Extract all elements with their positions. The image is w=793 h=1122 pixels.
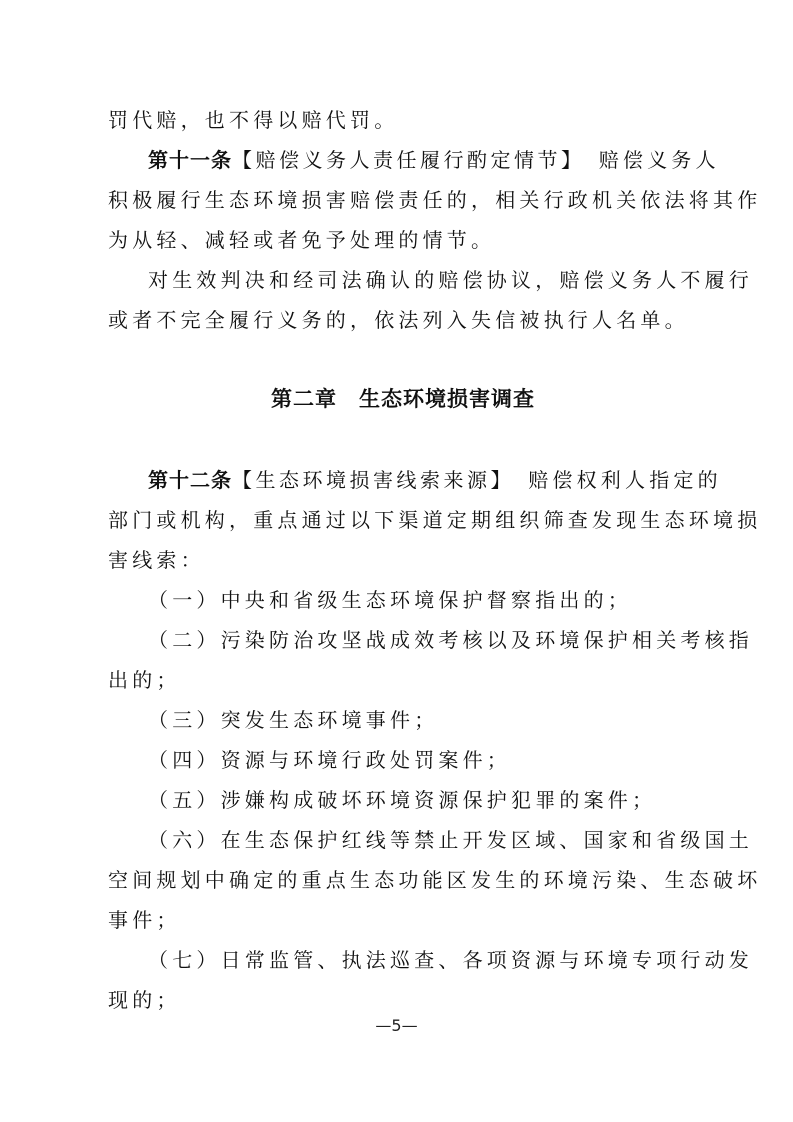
list-item: （一）中央和省级生态环境保护督察指出的；	[148, 588, 632, 612]
list-item-continuation: 事件；	[108, 908, 181, 932]
list-item: （二）污染防治攻坚战成效考核以及环境保护相关考核指	[148, 628, 753, 652]
article-number: 第十一条	[148, 148, 232, 172]
paragraph-line: 害线索：	[108, 548, 205, 572]
article-title: 【赔偿义务人责任履行酌定情节】	[232, 148, 575, 172]
paragraph-line: 或者不完全履行义务的，依法列入失信被执行人名单。	[108, 308, 689, 332]
paragraph-line: 部门或机构，重点通过以下渠道定期组织筛查发现生态环境损	[108, 508, 762, 532]
list-item: （三）突发生态环境事件；	[148, 708, 439, 732]
list-item: （四）资源与环境行政处罚案件；	[148, 748, 511, 772]
paragraph-line: 积极履行生态环境损害赔偿责任的，相关行政机关依法将其作	[108, 188, 762, 212]
article-11-heading-line	[148, 140, 720, 180]
list-item-continuation: 现的；	[108, 988, 181, 1012]
list-item-continuation: 空间规划中确定的重点生态功能区发生的环境污染、生态破坏	[108, 868, 762, 892]
paragraph-line: 对生效判决和经司法确认的赔偿协议，赔偿义务人不履行	[148, 268, 753, 292]
list-item: （七）日常监管、执法巡查、各项资源与环境专项行动发	[148, 948, 753, 972]
paragraph-text: 赔偿义务人	[574, 148, 720, 172]
article-title: 【生态环境损害线索来源】	[232, 468, 504, 492]
article-12-heading-line	[148, 460, 722, 500]
paragraph-text: 赔偿权利人指定的	[504, 468, 722, 492]
paragraph-line: 罚代赔，也不得以赔代罚。	[108, 108, 399, 132]
article-number: 第十二条	[148, 468, 232, 492]
list-item: （六）在生态保护红线等禁止开发区域、国家和省级国土	[148, 828, 753, 852]
list-item-continuation: 出的；	[108, 668, 181, 692]
page-number: —5—	[375, 1016, 418, 1035]
list-item: （五）涉嫌构成破坏环境资源保护犯罪的案件；	[148, 788, 657, 812]
paragraph-line: 为从轻、减轻或者免予处理的情节。	[108, 228, 496, 252]
chapter-heading: 第二章 生态环境损害调查	[271, 387, 535, 411]
